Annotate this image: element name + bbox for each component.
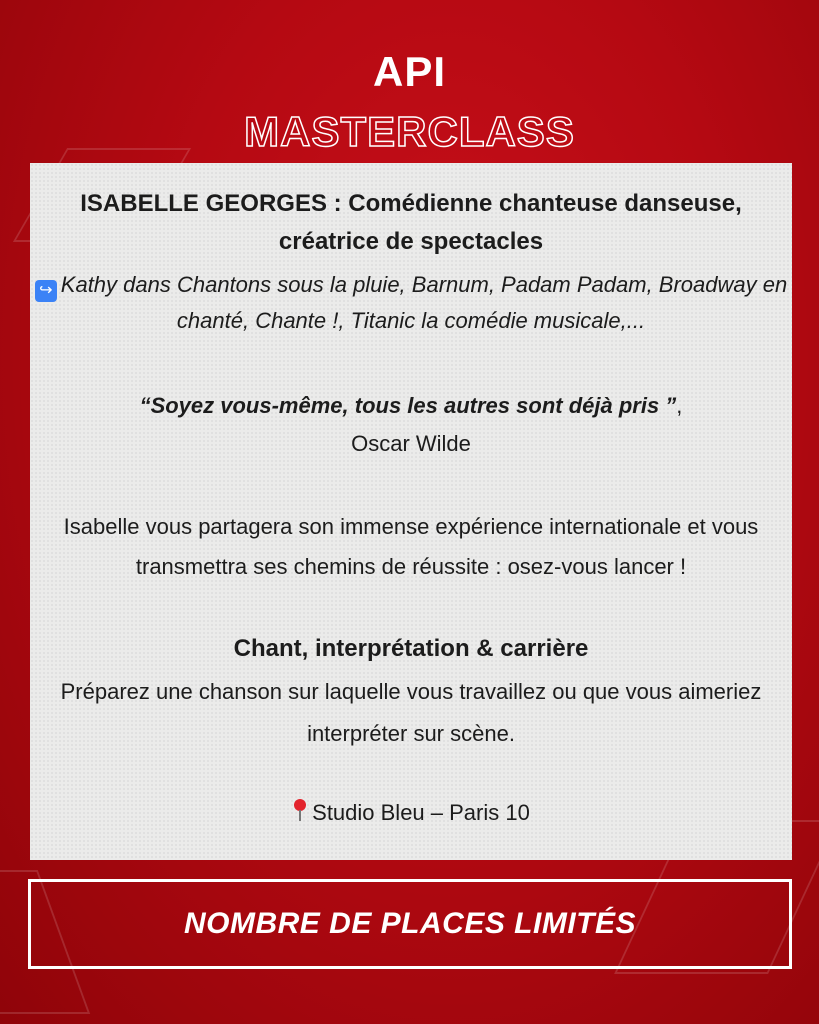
quote-separator: , bbox=[676, 393, 683, 418]
credits-text: Kathy dans Chantons sous la pluie, Barnum, Padam Padam, Broadway en chanté, Chante !, Titanic la comédie musicale,... bbox=[60, 272, 788, 333]
description-text: Isabelle vous partagera son immense expérience internationale et vous transmettra ses chemins de réussite : osez-vous lancer ! bbox=[63, 514, 759, 579]
credits-line bbox=[30, 267, 792, 339]
page-title: API bbox=[372, 48, 446, 95]
quote-text: “Soyez vous-même, tous les autres sont déjà pris ” bbox=[139, 393, 677, 418]
course-subheading: Chant, interprétation & carrière bbox=[233, 635, 589, 662]
location-line bbox=[30, 795, 792, 831]
limited-places-banner: NOMBRE DE PLACES LIMITÉS bbox=[28, 879, 792, 969]
artist-headline: ISABELLE GEORGES : Comédienne chanteuse danseuse, créatrice de spectacles bbox=[80, 190, 742, 255]
quote-author: Oscar Wilde bbox=[351, 431, 471, 456]
location-text: Studio Bleu – Paris 10 bbox=[312, 800, 530, 825]
info-card bbox=[30, 163, 792, 860]
arrow-curve-icon: ↪ bbox=[35, 280, 57, 302]
pin-icon bbox=[292, 799, 308, 823]
preparation-text: Préparez une chanson sur laquelle vous travaillez ou que vous aimeriez interpréter sur scène. bbox=[60, 679, 762, 746]
quote-block bbox=[30, 387, 792, 463]
page-subtitle: MASTERCLASS bbox=[244, 108, 575, 155]
